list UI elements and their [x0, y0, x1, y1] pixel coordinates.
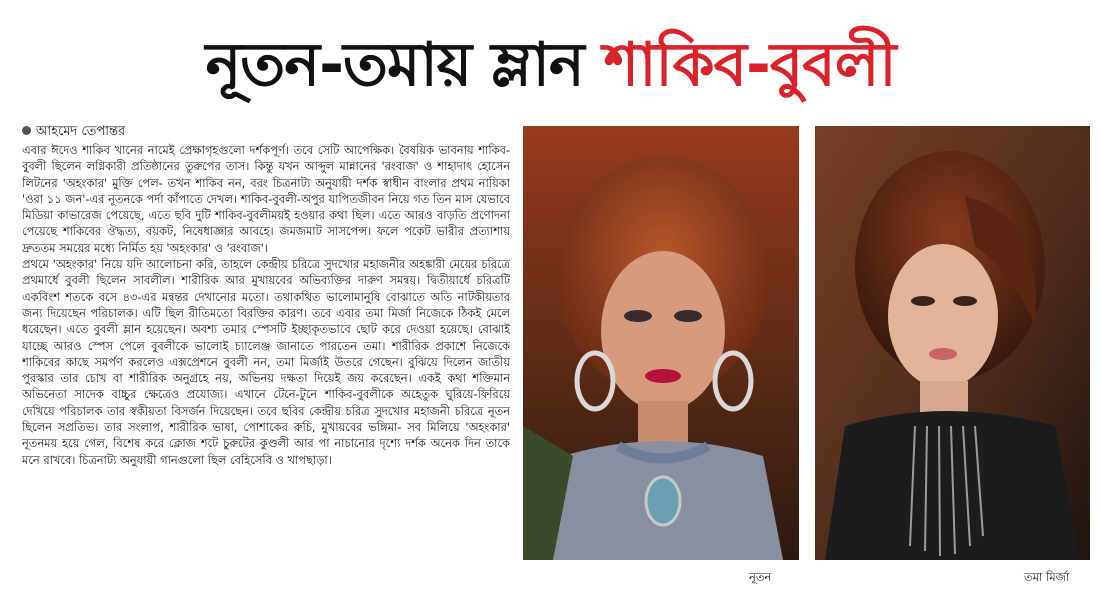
article-paragraph: প্রথমে 'অহংকার' নিয়ে যদি আলোচনা করি, তাহলে কেন্দ্রীয় চরিত্রে সুদখোর মহাজনীর অহঙ্কারী মেয়ের চরিত্রে প্রথমার্ধে বুবলী ছিলেন সাবলীল। শারীরিক আর মুখায়বের অভিব্যক্তির দারুণ সমন্বয়। দ্বিতীয়ার্ধে চরিত্রটি একবিংশ শতকে বসে ৪৩-এর মন্বন্তর দেখানোর মতো। তথাকথিত ভালোমানুষি বোঝাতে অতি নাটকীয়তার জন্য দিয়েছেন পরিচালক। এটি ছিল রীতিমতো বিরক্তির কারণ। তবে এবার তমা মির্জা নিজেকে ঠিকই মেলে ধরেছেন। এতে বুবলী ম্লান হয়েছেন। অবশ্য তমার স্পেসটি ইচ্ছাকৃতভাবে ছোট করে দেওয়া হয়েছে। বোঝাই যাচ্ছে আরও স্পেস পেলে বুবলীকে ভালোই চ্যালেঞ্জ জানাতে পারতেন তমা। শারীরিক প্রকাশে নিজেকে শাকিবের কাছে সমর্পণ করলেও এক্সপ্রেশনে বুবলী নন, তমা মির্জাই উতরে গেছেন। বুঝিয়ে দিলেন জাতীয় পুরস্কার তার চোখ বা শারীরিক অনুগ্রহে নয়, অভিনয় দক্ষতা দিয়েই জয় করেছেন। একই কথা শক্তিমান অভিনেতা সাদেক বাচ্চুর ক্ষেত্রেও প্রযোজ্য। এখানে টেনে-টুনে শাকিব-বুবলীকে অহেতুক ঘুরিয়ে-ফিরিয়ে দেখিয়ে পরিচালক তার স্বকীয়তা বিসর্জন দিয়েছেন। তবে ছবির কেন্দ্রীয় চরিত্র সুদখোর মহাজনী চরিত্রে নূতন ছিলেন সপ্রতিভ। তার সংলাপ, শারীরিক ভাষা, পোশাকের রুচি, মুখায়বের ভঙ্গিমা- সব মিলিয়ে 'অহংকার' নূতনময় হয়ে গেল, বিশেষ করে ক্লোজ শটে চুরুটের কুণ্ডলী আর পা নাচানোর দৃশ্যে দর্শক অনেক দিন তাকে মনে রাখবে। চিত্রনাট্য অনুযায়ী গানগুলো ছিল বেহিসেবি ও খাপছাড়া। [22, 257, 510, 467]
headline-part-1: নূতন-তমায় ম্লান [205, 30, 604, 100]
article-paragraph: এবার ঈদেও শাকিব খানের নামেই প্রেক্ষাগৃহগুলো দর্শকপূর্ণ। তবে সেটি আপেক্ষিক। বৈষয়িক ভাবনায় শাকিব-বুবলী ছিলেন লগ্নিকারী প্রতিষ্ঠানের তুরুপের তাস। কিন্তু যখন আব্দুল মান্নানের 'রংবাজ' ও শাহাদাৎ হোসেন লিটনের 'অহংকার' মুক্তি পেল- তখন শাকিব নন, বরং চিত্রনাট্য অনুযায়ী দর্শক স্বাধীন বাংলার প্রথম নায়িকা 'ওরা ১১ জন'-এর নূতনকে পর্দা কাঁপাতে দেখল। শাকিব-বুবলী-অপুর যাপিতজীবন নিয়ে গত তিন মাস যেভাবে মিডিয়া কাভারেজ পেয়েছে, এতে ছবি দুটি শাকিব-বুবলীময়ই হওয়ার কথা ছিল। এতে আরও বাড়তি প্রণোদনা পেয়েছে শাকিবের ঔদ্ধত্য, বয়কট, নিষেধাজ্ঞার আবহে। জমজমাট সাসপেন্স। ফলে পকেট ভারীর প্রত্যাশায় দ্রুততম সময়ের মধ্যে নির্মিত হয় 'অহংকার' ও 'রংবাজ'। [22, 143, 510, 255]
portrait-photo-icon [815, 126, 1090, 560]
article-body [22, 142, 510, 592]
photo-toma-mirza [815, 126, 1090, 560]
headline-part-2: শাকিব-বুবলী [603, 30, 896, 100]
portrait-photo-icon [523, 126, 799, 560]
headline [0, 20, 1101, 110]
photo-caption-nutan: নূতন [749, 570, 772, 584]
bullet-icon [22, 126, 31, 135]
photo-caption-toma-mirza: তমা মির্জা [1024, 570, 1070, 584]
byline [22, 124, 125, 140]
author-name: আহমেদ তেপান্তর [36, 124, 126, 139]
photo-nutan [523, 126, 799, 560]
